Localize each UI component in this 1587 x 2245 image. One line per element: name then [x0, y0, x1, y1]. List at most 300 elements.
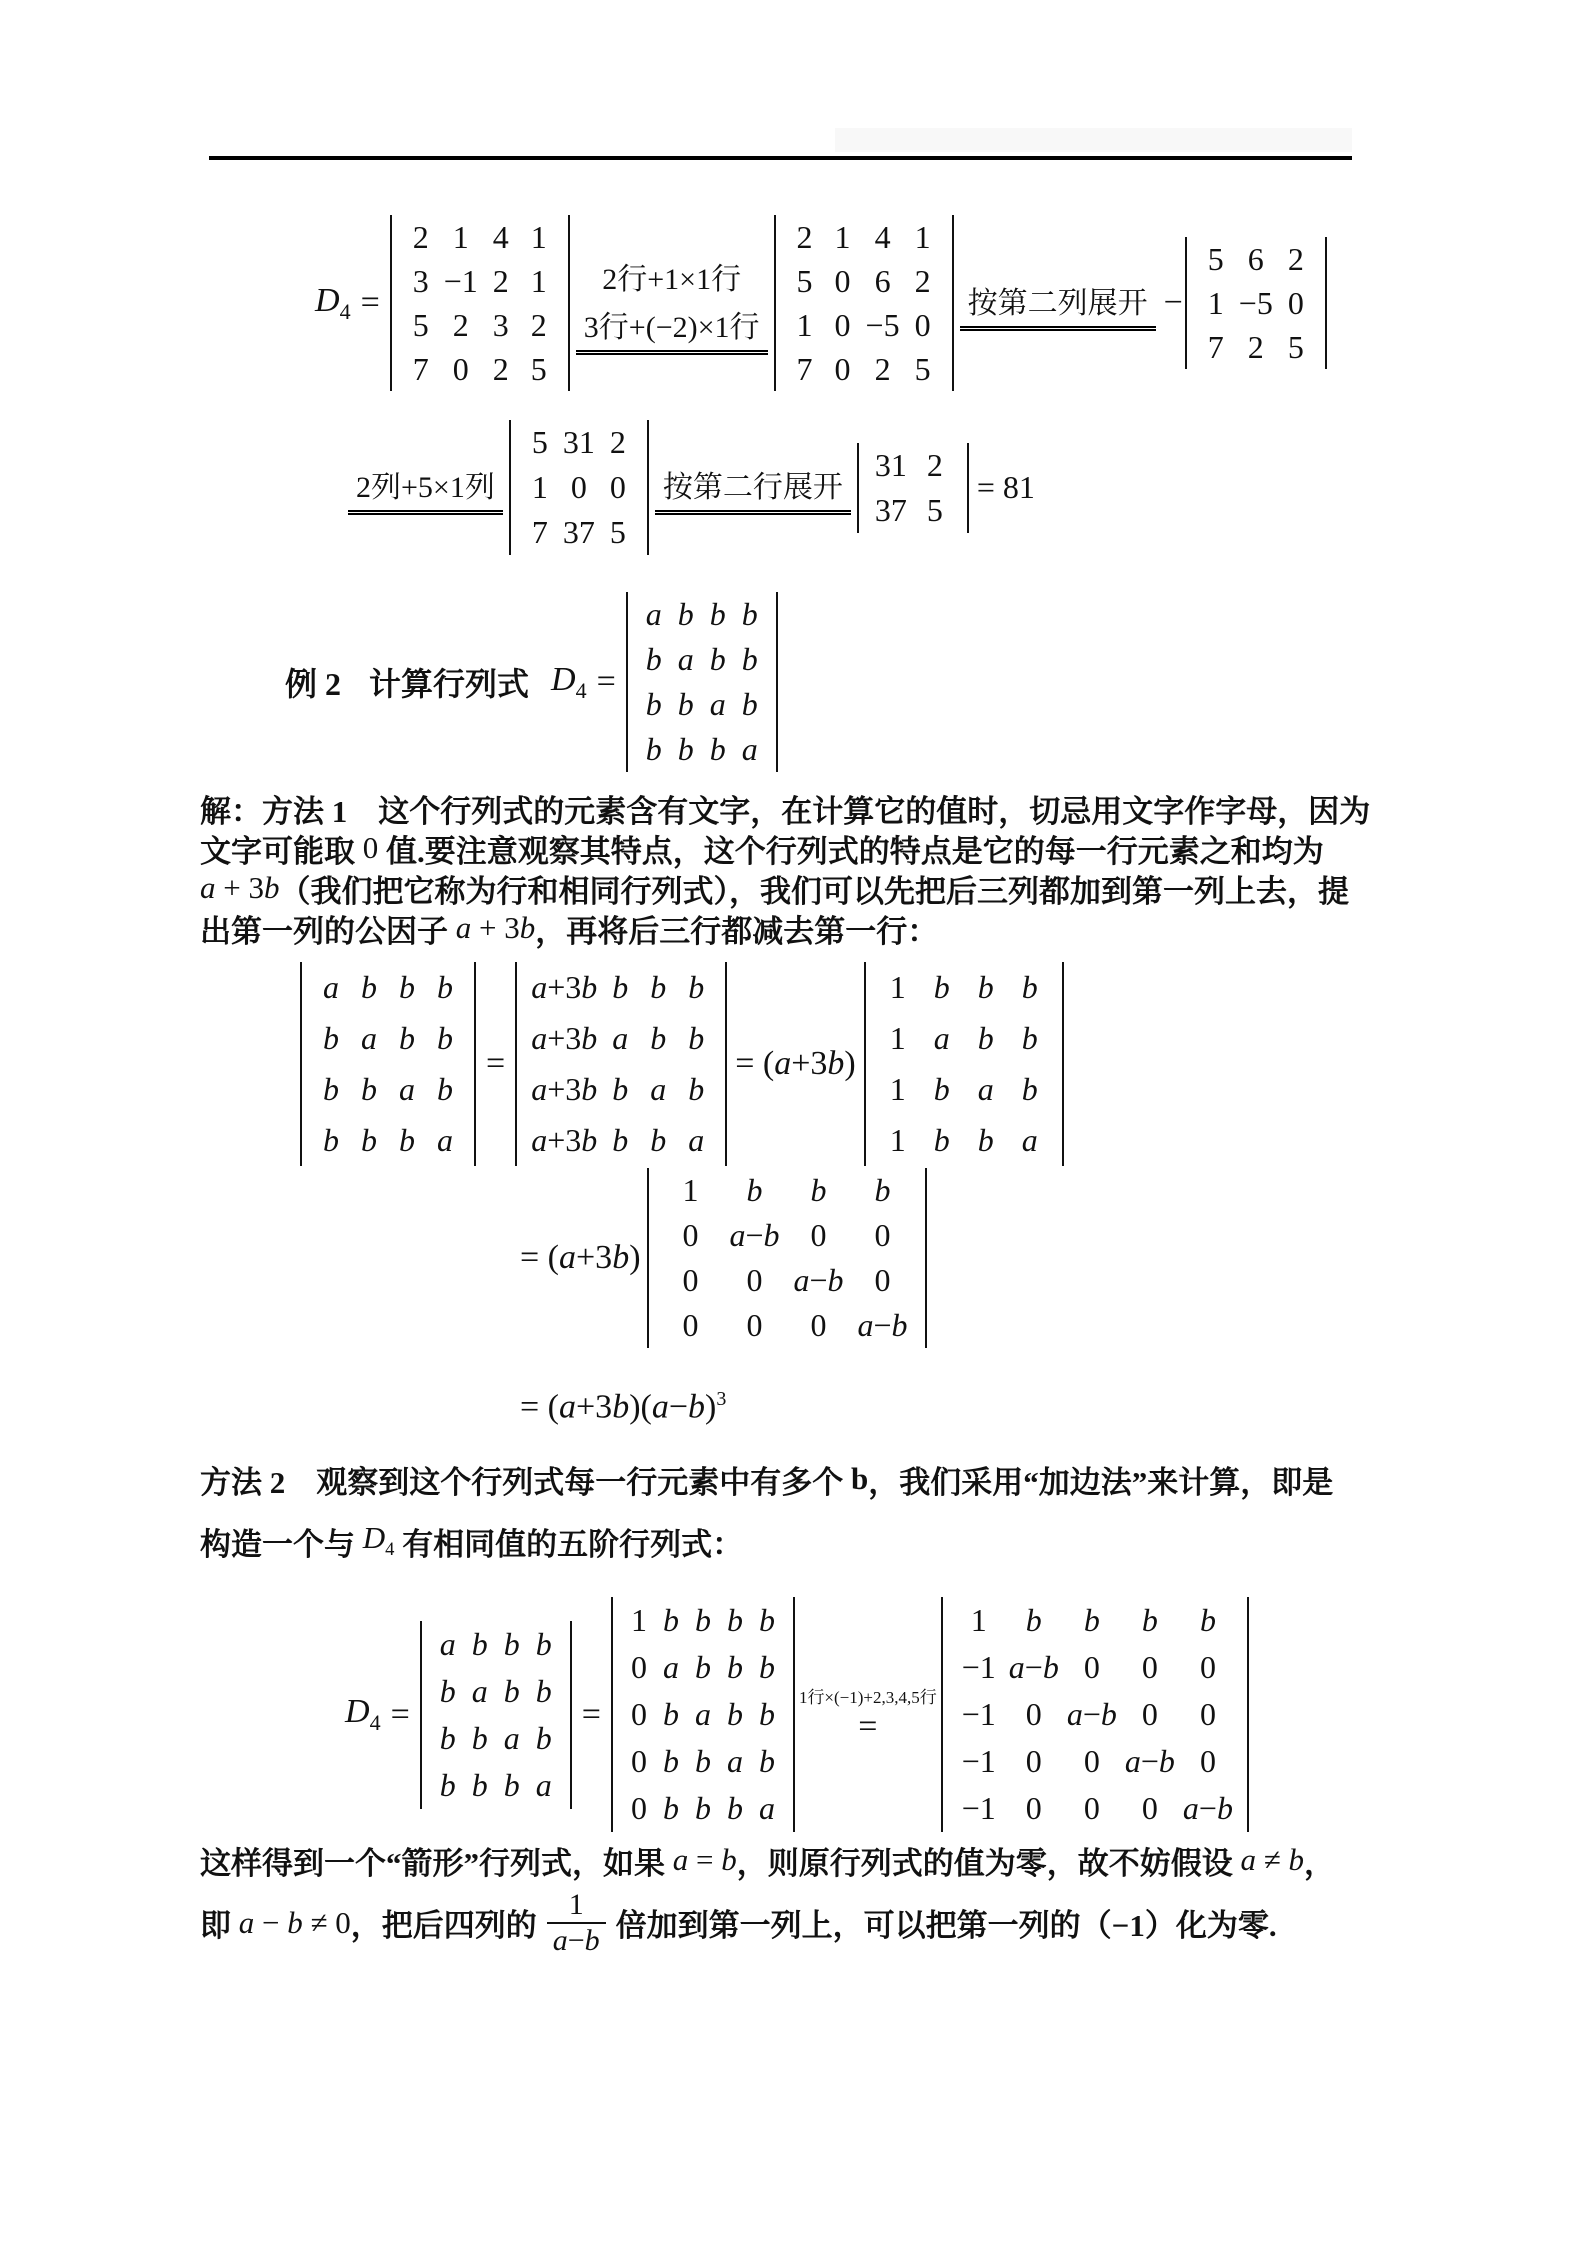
- matrix-cell: 0: [1083, 1790, 1100, 1826]
- text-run: ，: [1304, 1845, 1335, 1881]
- matrix-cell: a: [471, 1672, 488, 1709]
- text-run: ，则原行列式的值为零，故不妨假设: [736, 1845, 1241, 1881]
- matrix-abbb: [300, 962, 476, 1166]
- matrix-cell: 7: [412, 350, 429, 387]
- matrix-cell: 0: [1141, 1696, 1158, 1732]
- matrix-cell: a: [323, 969, 339, 1005]
- matrix-cell: b: [726, 1602, 743, 1638]
- matrix-after-row-ops: [774, 215, 954, 391]
- matrix-cell: 0: [874, 1217, 891, 1253]
- factor-a-plus-3b: = (a+3b): [735, 1045, 856, 1082]
- matrix-cell: b: [677, 686, 694, 722]
- matrix-cell: b: [662, 1790, 679, 1826]
- text-run: 0: [362, 830, 379, 865]
- matrix-row: [432, 1762, 560, 1809]
- matrix-cell: 4: [492, 218, 509, 255]
- matrix-cell: b: [741, 641, 758, 677]
- matrix-bordered-5x5: [611, 1597, 795, 1832]
- fraction-denominator: a−b: [547, 1922, 606, 1958]
- matrix-grid: [402, 215, 558, 391]
- matrix-cell: b: [437, 969, 453, 1005]
- matrix-row: [876, 962, 1052, 1013]
- matrix-grid: [659, 1168, 915, 1348]
- matrix-cell: 0: [746, 1307, 763, 1343]
- matrix-cell: 0: [834, 262, 851, 299]
- matrix-cell: 1: [914, 218, 931, 255]
- matrix-cell: 0: [609, 469, 626, 505]
- matrix-cell: b: [662, 1743, 679, 1779]
- matrix-cell: a: [741, 731, 758, 767]
- matrix-cell: 6: [874, 262, 891, 299]
- matrix-cell: a: [694, 1696, 711, 1732]
- matrix-cell: b: [612, 969, 629, 1005]
- expand-row-text: 按第二行展开: [655, 460, 851, 515]
- matrix-cell: 31: [874, 446, 907, 483]
- equals-sign: =: [360, 284, 380, 321]
- matrix-cell: b: [323, 1122, 339, 1158]
- matrix-cell: a: [726, 1743, 743, 1779]
- matrix-cell: b: [933, 969, 950, 1005]
- matrix-cell: b: [810, 1172, 827, 1208]
- matrix-row: [659, 1303, 915, 1348]
- matrix-row: [638, 682, 766, 727]
- matrix-cell: a: [612, 1020, 629, 1056]
- matrix-row: [623, 1691, 783, 1738]
- text-run: ，把后四列的: [350, 1908, 537, 1943]
- matrix-row: [953, 1785, 1237, 1832]
- matrix-cell: b: [535, 1625, 552, 1662]
- column-operation-label: [348, 460, 503, 515]
- equation-d4-numeric-line2: [342, 420, 1390, 555]
- matrix-row: [1197, 281, 1315, 325]
- matrix-cell: 0: [810, 1307, 827, 1343]
- matrix-cell: b: [726, 1649, 743, 1685]
- matrix-row: [527, 962, 715, 1013]
- matrix-row: [402, 347, 558, 391]
- matrix-cell: b: [1021, 969, 1038, 1005]
- text-run: 文字可能取: [200, 833, 363, 869]
- matrix-cell: 0: [1199, 1649, 1216, 1685]
- text-run: ，再将后三行都减去第一行：: [535, 913, 939, 949]
- paragraph-line: [200, 1880, 1390, 1965]
- matrix-cell: 0: [630, 1696, 647, 1732]
- example-label: 例 2: [285, 666, 342, 702]
- matrix-cell: −1: [443, 262, 478, 299]
- matrix-cell: a+3b: [531, 1020, 598, 1056]
- matrix-row: [953, 1644, 1237, 1691]
- expand-column-text: 按第二列展开: [960, 276, 1156, 331]
- matrix-row: [786, 347, 942, 391]
- matrix-cell: b: [1021, 1071, 1038, 1107]
- paragraph-line: [200, 788, 1390, 828]
- text-run: a − b ≠ 0: [238, 1904, 351, 1940]
- solution-method1-paragraph: [200, 788, 1390, 948]
- matrix-cell: b: [535, 1719, 552, 1756]
- matrix-row: [786, 215, 942, 259]
- matrix-cell: b: [1199, 1602, 1216, 1638]
- matrix-cell: 0: [1025, 1790, 1042, 1826]
- matrix-cell: b: [471, 1719, 488, 1756]
- matrix-cell: 0: [1287, 284, 1304, 321]
- matrix-cell: 2: [452, 306, 469, 343]
- matrix-cell: a: [709, 686, 726, 722]
- d4-symbol: $D_4$: [362, 1520, 395, 1561]
- matrix-cell: b: [471, 1766, 488, 1803]
- matrix-cell: b: [612, 1122, 629, 1158]
- matrix-row: [521, 510, 637, 555]
- matrix-cell: 1: [970, 1602, 987, 1638]
- matrix-cell: b: [758, 1602, 775, 1638]
- matrix-row: [521, 465, 637, 510]
- matrix-cell: b: [677, 596, 694, 632]
- matrix-cell: a−b: [1066, 1696, 1117, 1732]
- matrix-row: [659, 1213, 915, 1258]
- d4-symbol: $D_4$: [345, 1693, 381, 1735]
- matrix-grid: [432, 1621, 560, 1809]
- matrix-grid: [1197, 237, 1315, 369]
- matrix-cell: b: [439, 1766, 456, 1803]
- matrix-cell: 0: [834, 306, 851, 343]
- matrix-row: [638, 727, 766, 772]
- text-run: 值.要注意观察其特点，这个行列式的特点是它的每一行元素之和均为: [378, 833, 1324, 869]
- matrix-cell: b: [645, 686, 662, 722]
- matrix-cell: a+3b: [531, 969, 598, 1005]
- text-run: 出第一列的公因子: [200, 913, 456, 949]
- matrix-cell: b: [746, 1172, 763, 1208]
- matrix-cell: b: [361, 1122, 377, 1158]
- matrix-cell: −5: [1238, 284, 1273, 321]
- example2-heading: [285, 592, 1390, 772]
- matrix-cell: b: [439, 1672, 456, 1709]
- matrix-cell: b: [977, 1122, 994, 1158]
- matrix-cell: b: [662, 1696, 679, 1732]
- matrix-cell: b: [1141, 1602, 1158, 1638]
- matrix-cell: a−b: [857, 1307, 908, 1343]
- matrix-cell: a: [688, 1122, 705, 1158]
- matrix-row: [432, 1621, 560, 1668]
- matrix-cell: a−b: [1008, 1649, 1059, 1685]
- equation-method2-bordered: [345, 1597, 1390, 1832]
- row-op-annotation: 1行×(−1)+2,3,4,5行: [798, 1688, 937, 1707]
- matrix-row: [521, 420, 637, 465]
- matrix-cell: b: [503, 1766, 520, 1803]
- matrix-cell: a: [399, 1071, 415, 1107]
- matrix-row: [786, 259, 942, 303]
- matrix-2x2: [857, 443, 969, 533]
- matrix-cell: 0: [570, 469, 587, 505]
- matrix-cell: a: [535, 1766, 552, 1803]
- matrix-cell: b: [709, 596, 726, 632]
- matrix-cell: b: [709, 641, 726, 677]
- matrix-row: [659, 1168, 915, 1213]
- matrix-cell: a+3b: [531, 1071, 598, 1107]
- matrix-cell: 31: [562, 424, 595, 460]
- matrix-cell: 2: [609, 424, 626, 460]
- matrix-cell: 5: [926, 491, 943, 528]
- matrix-cell: b: [977, 1020, 994, 1056]
- matrix-cell: a: [439, 1625, 456, 1662]
- matrix-cell: a: [361, 1020, 377, 1056]
- matrix-cell: a+3b: [531, 1122, 598, 1158]
- matrix-cell: b: [612, 1071, 629, 1107]
- minus-sign: −: [1163, 284, 1183, 321]
- text-run: 方法 2 观察到这个行列式每一行元素中有多个: [200, 1464, 851, 1500]
- matrix-cell: b: [933, 1122, 950, 1158]
- matrix-cell: 0: [1083, 1649, 1100, 1685]
- matrix-grid: [527, 962, 715, 1166]
- matrix-row: [527, 1115, 715, 1166]
- matrix-cell: a: [1021, 1122, 1038, 1158]
- matrix-cell: 5: [609, 514, 626, 550]
- matrix-cell: 1: [530, 262, 547, 299]
- matrix-cell: b: [1021, 1020, 1038, 1056]
- paragraph-line: [200, 828, 1390, 868]
- matrix-cell: 7: [531, 514, 548, 550]
- matrix-row: [312, 1064, 464, 1115]
- matrix-cell: b: [471, 1625, 488, 1662]
- matrix-cell: a: [650, 1071, 667, 1107]
- matrix-cell: a−b: [793, 1262, 844, 1298]
- matrix-cell: 5: [531, 424, 548, 460]
- equation-method1-result: [520, 1385, 1390, 1429]
- closing-paragraph: [200, 1840, 1390, 1965]
- matrix-abbb: [626, 592, 778, 772]
- matrix-cell: b: [399, 1122, 415, 1158]
- matrix-cell: b: [437, 1071, 453, 1107]
- matrix-cell: 6: [1247, 240, 1264, 277]
- matrix-grid: [638, 592, 766, 772]
- equals-sign: =: [581, 1695, 601, 1733]
- matrix-triangular: [647, 1168, 927, 1348]
- matrix-cell: a: [645, 596, 662, 632]
- matrix-row: [312, 1013, 464, 1064]
- matrix-cell: b: [645, 731, 662, 767]
- matrix-cell: −1: [961, 1743, 996, 1779]
- matrix-ones-col: [864, 962, 1064, 1166]
- matrix-cell: b: [1025, 1602, 1042, 1638]
- result-expression: = $(a+3b)(a-b)^3$: [520, 1387, 727, 1426]
- matrix-cell: a: [503, 1719, 520, 1756]
- matrix-grid: [953, 1597, 1237, 1832]
- matrix-cell: b: [688, 1071, 705, 1107]
- paragraph-line: [200, 1448, 1390, 1510]
- matrix-cell: 2: [1287, 240, 1304, 277]
- matrix-cell: 1: [682, 1172, 699, 1208]
- matrix-minor-3x3: [1185, 237, 1327, 369]
- matrix-row: [659, 1258, 915, 1303]
- matrix-row: [432, 1715, 560, 1762]
- matrix-cell: 7: [796, 350, 813, 387]
- matrix-cell: b: [688, 1020, 705, 1056]
- matrix-row: [432, 1668, 560, 1715]
- matrix-row: [527, 1013, 715, 1064]
- matrix-cell: 2: [412, 218, 429, 255]
- matrix-cell: a−b: [1124, 1743, 1175, 1779]
- matrix-cell: a: [437, 1122, 453, 1158]
- matrix-cell: 4: [874, 218, 891, 255]
- matrix-cell: 2: [926, 446, 943, 483]
- matrix-cell: b: [694, 1790, 711, 1826]
- matrix-cell: 1: [889, 1122, 906, 1158]
- matrix-grid: [786, 215, 942, 391]
- matrix-arrow-5x5: [941, 1597, 1249, 1832]
- result-value: = 81: [976, 469, 1035, 505]
- matrix-cell: 2: [796, 218, 813, 255]
- text-run: a ≠ b: [1240, 1842, 1304, 1877]
- matrix-row: [638, 637, 766, 682]
- matrix-row: [786, 303, 942, 347]
- matrix-row: [953, 1597, 1237, 1644]
- matrix-row: [623, 1644, 783, 1691]
- matrix-cell: b: [694, 1743, 711, 1779]
- matrix-cell: b: [535, 1672, 552, 1709]
- column-op-text: 2列+5×1列: [348, 460, 503, 515]
- matrix-grid: [521, 420, 637, 555]
- matrix-cell: b: [503, 1625, 520, 1662]
- matrix-cell: b: [399, 1020, 415, 1056]
- equation-method1-step2: [520, 1168, 1390, 1348]
- example-title: 计算行列式: [369, 666, 530, 702]
- method2-paragraph: [200, 1448, 1390, 1572]
- matrix-cell: b: [1083, 1602, 1100, 1638]
- matrix-row: [953, 1691, 1237, 1738]
- matrix-cell: 1: [889, 1071, 906, 1107]
- matrix-cell: b: [677, 731, 694, 767]
- matrix-cell: 0: [630, 1743, 647, 1779]
- matrix-cell: 0: [682, 1217, 699, 1253]
- matrix-cell: a: [933, 1020, 950, 1056]
- matrix-cell: b: [645, 641, 662, 677]
- matrix-cell: 2: [530, 306, 547, 343]
- matrix-col1-summed: [515, 962, 727, 1166]
- matrix-cell: a: [758, 1790, 775, 1826]
- matrix-cell: 1: [630, 1602, 647, 1638]
- matrix-cell: 0: [682, 1262, 699, 1298]
- matrix-cell: 5: [1287, 328, 1304, 365]
- matrix-cell: 0: [682, 1307, 699, 1343]
- matrix-cell: 2: [914, 262, 931, 299]
- d4-symbol: $D_4$: [551, 660, 587, 703]
- matrix-cell: a: [677, 641, 694, 677]
- matrix-grid: [623, 1597, 783, 1832]
- matrix-cell: 1: [530, 218, 547, 255]
- matrix-cell: 3: [492, 306, 509, 343]
- matrix-cell: 5: [796, 262, 813, 299]
- row-op-bottom: 3行+(−2)×1行: [576, 300, 768, 355]
- text-run: a + 3b: [200, 870, 280, 905]
- matrix-cell: 1: [834, 218, 851, 255]
- text-run: b: [851, 1461, 869, 1496]
- matrix-cell: b: [758, 1696, 775, 1732]
- matrix-cell: 0: [452, 350, 469, 387]
- text-run: （我们把它称为行和相同行列式），我们可以先把后三列都加到第一列上去，提: [279, 873, 1349, 909]
- equals-sign: =: [486, 1045, 506, 1082]
- row-operation-label-stack: [576, 252, 768, 355]
- matrix-cell: b: [758, 1649, 775, 1685]
- equation-method1-step1: [300, 962, 1390, 1166]
- matrix-cell: b: [933, 1071, 950, 1107]
- matrix-cell: b: [726, 1696, 743, 1732]
- fraction-numerator: 1: [568, 1887, 584, 1921]
- matrix-cell: b: [437, 1020, 453, 1056]
- matrix-cell: b: [741, 686, 758, 722]
- matrix-row: [953, 1738, 1237, 1785]
- matrix-cell: b: [977, 969, 994, 1005]
- matrix-row: [869, 443, 957, 488]
- matrix-grid: [869, 443, 957, 533]
- matrix-cell: 0: [1025, 1696, 1042, 1732]
- matrix-cell: 1: [889, 969, 906, 1005]
- row-op-top: 2行+1×1行: [602, 262, 742, 296]
- matrix-cell: 0: [746, 1262, 763, 1298]
- matrix-cell: 3: [412, 262, 429, 299]
- matrix-cell: 0: [1199, 1696, 1216, 1732]
- matrix-cell: b: [694, 1649, 711, 1685]
- matrix-cell: b: [399, 969, 415, 1005]
- matrix-cell: b: [650, 969, 667, 1005]
- matrix-cell: 0: [834, 350, 851, 387]
- matrix-cell: 0: [914, 306, 931, 343]
- matrix-row: [638, 592, 766, 637]
- matrix-cell: 7: [1207, 328, 1224, 365]
- matrix-cell: b: [758, 1743, 775, 1779]
- matrix-3x3-after-col-op: [509, 420, 649, 555]
- matrix-cell: −5: [865, 306, 900, 343]
- paragraph-line: [200, 868, 1390, 908]
- matrix-cell: b: [503, 1672, 520, 1709]
- matrix-cell: 1: [531, 469, 548, 505]
- matrix-row: [623, 1738, 783, 1785]
- matrix-cell: 0: [810, 1217, 827, 1253]
- matrix-row: [623, 1785, 783, 1832]
- equals-sign: =: [596, 663, 616, 700]
- matrix-cell: 2: [874, 350, 891, 387]
- matrix-row: [1197, 325, 1315, 369]
- matrix-row: [402, 303, 558, 347]
- matrix-cell: 0: [1141, 1790, 1158, 1826]
- matrix-cell: a−b: [1182, 1790, 1233, 1826]
- matrix-cell: b: [650, 1122, 667, 1158]
- matrix-original-4x4: [390, 215, 570, 391]
- matrix-cell: b: [323, 1071, 339, 1107]
- matrix-cell: −1: [961, 1696, 996, 1732]
- matrix-cell: 1: [796, 306, 813, 343]
- matrix-row: [869, 488, 957, 533]
- matrix-row: [1197, 237, 1315, 281]
- matrix-cell: b: [726, 1790, 743, 1826]
- matrix-grid: [312, 962, 464, 1166]
- matrix-cell: 5: [1207, 240, 1224, 277]
- matrix-cell: 2: [492, 350, 509, 387]
- matrix-cell: 0: [1141, 1649, 1158, 1685]
- matrix-cell: −1: [961, 1790, 996, 1826]
- matrix-row: [876, 1115, 1052, 1166]
- text-run: 构造一个与: [200, 1526, 363, 1562]
- matrix-cell: 37: [874, 491, 907, 528]
- equals-sign: =: [858, 1708, 878, 1745]
- matrix-cell: 0: [1199, 1743, 1216, 1779]
- matrix-cell: a−b: [729, 1217, 780, 1253]
- matrix-cell: b: [662, 1602, 679, 1638]
- text-run: a = b: [672, 1842, 737, 1877]
- matrix-row: [312, 1115, 464, 1166]
- text-run: ，我们采用“加边法”来计算，即是: [868, 1464, 1334, 1500]
- matrix-cell: b: [741, 596, 758, 632]
- text-run: a + 3b: [455, 910, 536, 945]
- matrix-cell: 0: [1025, 1743, 1042, 1779]
- matrix-cell: 5: [412, 306, 429, 343]
- paragraph-line: [200, 908, 1390, 948]
